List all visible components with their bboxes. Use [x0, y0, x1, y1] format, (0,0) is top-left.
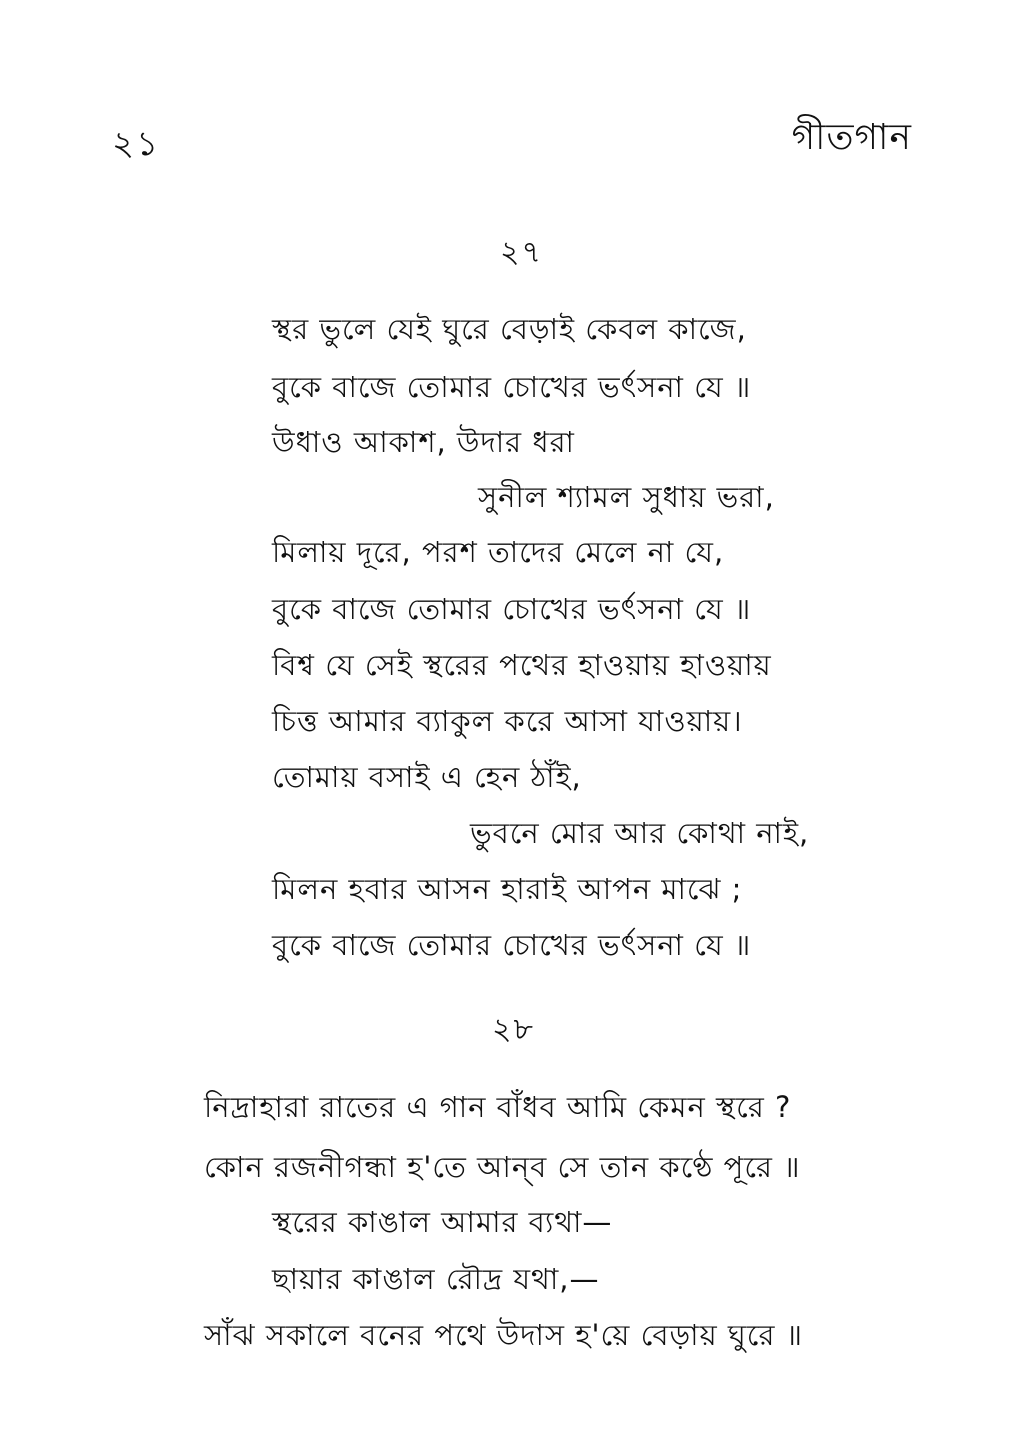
running-title: গীতগান [791, 117, 912, 158]
verse-line: নিদ্রাহারা রাতের এ গান বাঁধব আমি কেমন স্থরে ? [204, 1090, 792, 1124]
verse-line: সাঁঝ সকালে বনের পথে উদাস হ'য়ে বেড়ায় ঘুরে ॥ [204, 1318, 804, 1352]
verse-line: কোন রজনীগন্ধা হ'তে আন্‌ব সে তান কণ্ঠে পূরে ॥ [204, 1150, 801, 1184]
verse-line: বিশ্ব যে সেই স্থরের পথের হাওয়ায় হাওয়ায় [272, 648, 772, 682]
verse-line: বুকে বাজে তোমার চোখের ভর্ৎসনা যে ॥ [272, 592, 752, 626]
song-number: ২৮ [492, 1012, 535, 1047]
verse-line: ভুবনে মোর আর কোথা নাই, [470, 816, 810, 850]
verse-line: মিলায় দূরে, পরশ তাদের মেলে না যে, [272, 535, 725, 569]
verse-line: বুকে বাজে তোমার চোখের ভর্ৎসনা যে ॥ [272, 370, 752, 404]
verse-line: চিত্ত আমার ব্যাকুল করে আসা যাওয়ায়। [272, 704, 743, 738]
verse-line: মিলন হবার আসন হারাই আপন মাঝে ; [272, 872, 743, 906]
verse-line: স্থরের কাঙাল আমার ব্যথা— [272, 1205, 613, 1239]
verse-line: বুকে বাজে তোমার চোখের ভর্ৎসনা যে ॥ [272, 928, 752, 962]
verse-line: ছায়ার কাঙাল রৌদ্র যথা,— [272, 1262, 600, 1296]
verse-line: স্থর ভুলে যেই ঘুরে বেড়াই কেবল কাজে, [272, 312, 747, 346]
verse-line: সুনীল শ্যামল সুধায় ভরা, [478, 480, 775, 514]
page-number: ২১ [112, 124, 161, 164]
verse-line: তোমায় বসাই এ হেন ঠাঁই, [272, 760, 582, 794]
song-number: ২৭ [500, 235, 544, 270]
verse-line: উধাও আকাশ, উদার ধরা [272, 425, 575, 459]
